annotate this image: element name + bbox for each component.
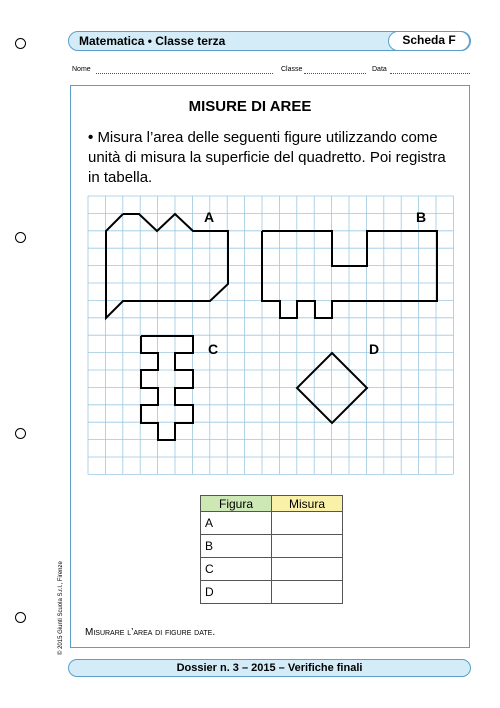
figure-b bbox=[262, 231, 437, 318]
instruction-bullet: • bbox=[88, 129, 94, 146]
page-title: MISURE DI AREE bbox=[188, 98, 312, 115]
misura-cell[interactable] bbox=[272, 558, 343, 581]
column-header-figura: Figura bbox=[201, 496, 272, 512]
scheda-badge: Scheda F bbox=[388, 31, 470, 51]
column-header-misura: Misura bbox=[272, 496, 343, 512]
classe-label: Classe bbox=[281, 66, 303, 73]
dossier-footer: Dossier n. 3 – 2015 – Verifiche finali bbox=[68, 659, 471, 677]
data-label: Data bbox=[372, 66, 387, 73]
figura-cell: C bbox=[201, 558, 272, 581]
figure-c-label: C bbox=[208, 341, 219, 357]
figura-cell: A bbox=[201, 512, 272, 535]
figure-c bbox=[141, 336, 193, 440]
misura-cell[interactable] bbox=[272, 535, 343, 558]
figura-cell: B bbox=[201, 535, 272, 558]
misura-cell[interactable] bbox=[272, 581, 343, 604]
learning-objective: Misurare l’area di figure date. bbox=[85, 627, 216, 638]
figure-a-label: A bbox=[204, 209, 215, 225]
table-row bbox=[201, 581, 343, 604]
instruction-body: Misura l’area delle seguenti figure utilizzando come unità di misura la superficie del quadretto. Poi registra in tabella. bbox=[88, 129, 446, 186]
copyright-text: © 2015 Giunti Scuola S.r.l., Firenze bbox=[58, 561, 64, 655]
nome-label: Nome bbox=[72, 66, 91, 73]
misura-cell[interactable] bbox=[272, 512, 343, 535]
table-row bbox=[201, 558, 343, 581]
table-row bbox=[201, 512, 343, 535]
table-row bbox=[201, 535, 343, 558]
subject-label: Matematica • Classe terza bbox=[79, 34, 226, 48]
figure-b-label: B bbox=[416, 209, 427, 225]
results-table bbox=[200, 495, 343, 604]
figure-d-label: D bbox=[369, 341, 380, 357]
figura-cell: D bbox=[201, 581, 272, 604]
